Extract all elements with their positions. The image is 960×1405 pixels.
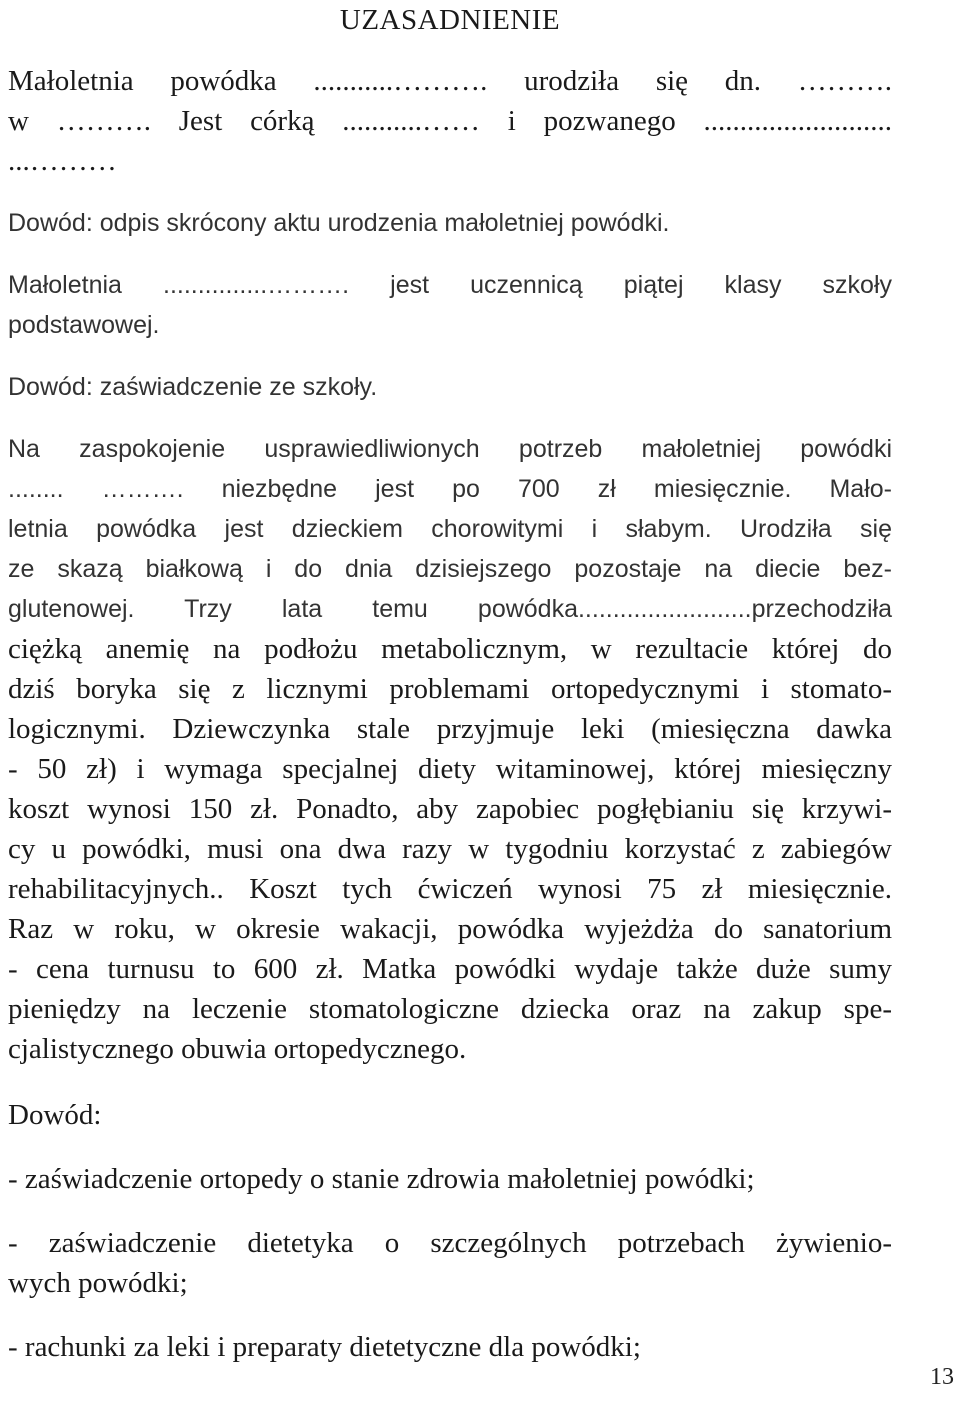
document-body — [8, 0, 892, 1367]
text-line: glutenowej. Trzy lata temu powódka.........................przechodziła — [8, 595, 892, 623]
evidence-item-receipts — [8, 1327, 892, 1367]
text-line: Dowód: odpis skrócony aktu urodzenia małoletniej powódki. — [8, 209, 670, 237]
paragraph-birth — [8, 61, 892, 181]
text-line: Dowód: — [8, 1099, 102, 1131]
paragraph-school — [8, 265, 892, 345]
text-line: dziś boryka się z licznymi problemami ortopedycznymi i stomato- — [8, 673, 892, 705]
evidence-school — [8, 367, 892, 407]
text-line: - zaświadczenie dietetyka o szczególnych potrzebach żywienio- — [8, 1227, 892, 1259]
text-line: Na zaspokojenie usprawiedliwionych potrzeb małoletniej powódki — [8, 435, 892, 463]
text-line: cjalistycznego obuwia ortopedycznego. — [8, 1033, 467, 1065]
document-title: UZASADNIENIE — [339, 4, 561, 36]
text-line: ........ ………. niezbędne jest po 700 zł miesięcznie. Mało- — [8, 475, 892, 503]
evidence-label — [8, 1095, 892, 1135]
text-line: cy u powódki, musi ona dwa razy w tygodniu korzystać z zabiegów — [8, 833, 892, 865]
paragraph-needs — [8, 429, 892, 629]
text-line: letnia powódka jest dzieckiem chorowitymi i słabym. Urodziła się — [8, 515, 892, 543]
text-line: - cena turnusu to 600 zł. Matka powódki wydaje także duże sumy — [8, 953, 892, 985]
text-line: rehabilitacyjnych.. Koszt tych ćwiczeń wynosi 75 zł miesięcznie. — [8, 873, 892, 905]
text-line: ciężką anemię na podłożu metabolicznym, w rezultacie której do — [8, 633, 892, 665]
text-line: Małoletnia ...............………. jest uczennicą piątej klasy szkoły — [8, 271, 892, 299]
text-line: Raz w roku, w okresie wakacji, powódka wyjeżdża do sanatorium — [8, 913, 892, 945]
text-line: wych powódki; — [8, 1267, 188, 1299]
text-line: pieniędzy na leczenie stomatologiczne dziecka oraz na zakup spe- — [8, 993, 892, 1025]
text-line: - rachunki za leki i preparaty dietetyczne dla powódki; — [8, 1331, 641, 1363]
evidence-birth-certificate — [8, 203, 892, 243]
text-line: - zaświadczenie ortopedy o stanie zdrowia małoletniej powódki; — [8, 1163, 755, 1195]
text-line: logicznymi. Dziewczynka stale przyjmuje leki (miesięczna dawka — [8, 713, 892, 745]
text-line: ...……… — [8, 145, 117, 177]
text-line: ze skazą białkową i do dnia dzisiejszego pozostaje na diecie bez- — [8, 555, 892, 583]
paragraph-medical — [8, 629, 892, 1069]
evidence-item-orthopedist — [8, 1159, 892, 1199]
text-line: koszt wynosi 150 zł. Ponadto, aby zapobiec pogłębianiu się krzywi- — [8, 793, 892, 825]
text-line: w ………. Jest córką ...........…… i pozwanego .......................... — [8, 105, 892, 137]
text-line: Dowód: zaświadczenie ze szkoły. — [8, 373, 378, 401]
text-line: podstawowej. — [8, 311, 160, 339]
text-line: Małoletnia powódka ...........………. urodziła się dn. ………. — [8, 65, 892, 97]
page-number: 13 — [930, 1364, 954, 1390]
text-line: - 50 zł) i wymaga specjalnej diety witaminowej, której miesięczny — [8, 753, 892, 785]
evidence-item-dietitian — [8, 1223, 892, 1303]
